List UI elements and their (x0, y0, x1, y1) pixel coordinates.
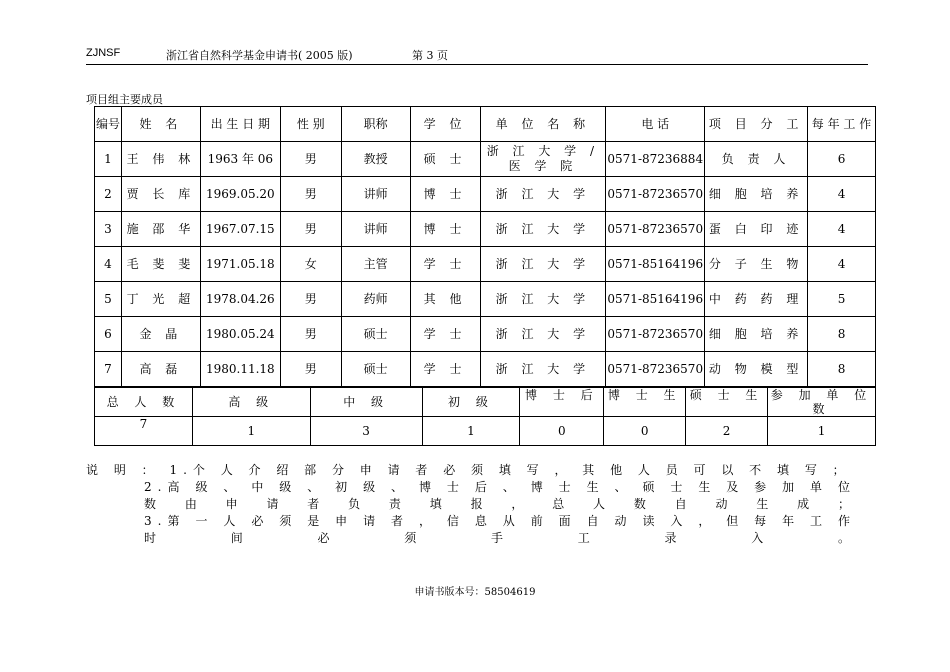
table-cell-6: 浙 江 大 学 (480, 247, 606, 282)
form-title: 浙江省自然科学基金申请书( 2005 版) (166, 49, 353, 62)
table-cell-9: 8 (808, 352, 876, 387)
table-cell-2: 1978.04.26 (200, 282, 280, 317)
summary-value-4: 0 (520, 417, 604, 446)
column-header-0: 编号 (95, 107, 122, 142)
table-cell-6: 浙 江 大 学 (480, 317, 606, 352)
column-header-5: 学 位 (410, 107, 480, 142)
table-cell-6: 浙 江 大 学 (480, 282, 606, 317)
column-header-6: 单 位 名 称 (480, 107, 606, 142)
table-cell-0: 1 (95, 142, 122, 177)
column-header-4: 职称 (341, 107, 410, 142)
table-cell-7: 0571-87236570 (606, 317, 705, 352)
table-cell-5: 学 士 (410, 317, 480, 352)
table-cell-8: 负 责 人 (705, 142, 808, 177)
note-1: 说 明 ： 1.个 人 介 绍 部 分 申 请 者 必 须 填 写 ， 其 他 人 员 可 以 不 填 写 ； (86, 463, 851, 477)
table-cell-1: 丁 光 超 (121, 282, 200, 317)
table-cell-7: 0571-87236884 (606, 142, 705, 177)
table-cell-0: 4 (95, 247, 122, 282)
table-cell-4: 讲师 (341, 177, 410, 212)
table-row (95, 352, 876, 387)
summary-header-4: 博 士 后 (520, 388, 604, 417)
table-cell-0: 2 (95, 177, 122, 212)
members-table (94, 106, 876, 387)
table-cell-9: 4 (808, 247, 876, 282)
column-header-1: 姓 名 (121, 107, 200, 142)
form-code: ZJNSF (86, 47, 121, 59)
table-row (95, 317, 876, 352)
table-cell-7: 0571-87236570 (606, 212, 705, 247)
table-cell-2: 1969.05.20 (200, 177, 280, 212)
table-row (95, 247, 876, 282)
table-cell-5: 学 士 (410, 247, 480, 282)
page-number: 第 3 页 (412, 49, 448, 62)
table-cell-5: 其 他 (410, 282, 480, 317)
table-cell-3: 女 (280, 247, 341, 282)
summary-value-3: 1 (422, 417, 520, 446)
table-cell-2: 1980.11.18 (200, 352, 280, 387)
table-cell-8: 蛋 白 印 迹 (705, 212, 808, 247)
table-cell-7: 0571-87236570 (606, 352, 705, 387)
column-header-9: 每 年 工 作 (808, 107, 876, 142)
table-cell-6: 浙 江 大 学 (480, 352, 606, 387)
table-cell-4: 教授 (341, 142, 410, 177)
table-cell-7: 0571-85164196 (606, 282, 705, 317)
table-cell-1: 高 磊 (121, 352, 200, 387)
table-cell-9: 6 (808, 142, 876, 177)
table-cell-0: 3 (95, 212, 122, 247)
table-cell-8: 中 药 药 理 (705, 282, 808, 317)
summary-header-3: 初 级 (422, 388, 520, 417)
table-cell-0: 5 (95, 282, 122, 317)
table-cell-9: 4 (808, 177, 876, 212)
table-cell-3: 男 (280, 317, 341, 352)
table-cell-5: 博 士 (410, 212, 480, 247)
section-title: 项目组主要成员 (86, 93, 163, 106)
summary-value-6: 2 (686, 417, 768, 446)
column-header-3: 性 别 (280, 107, 341, 142)
table-cell-1: 金 晶 (121, 317, 200, 352)
table-cell-4: 硕士 (341, 352, 410, 387)
summary-header-7: 参 加 单 位 数 (768, 388, 876, 417)
table-row (95, 282, 876, 317)
summary-value-7: 1 (768, 417, 876, 446)
table-cell-4: 硕士 (341, 317, 410, 352)
summary-value-5: 0 (604, 417, 686, 446)
version-footer: 申请书版本号：58504619 (414, 587, 536, 598)
table-cell-0: 6 (95, 317, 122, 352)
table-cell-9: 8 (808, 317, 876, 352)
column-header-8: 项 目 分 工 (705, 107, 808, 142)
table-cell-2: 1967.07.15 (200, 212, 280, 247)
table-cell-2: 1980.05.24 (200, 317, 280, 352)
table-cell-4: 讲师 (341, 212, 410, 247)
table-cell-7: 0571-87236570 (606, 177, 705, 212)
header-row (95, 107, 876, 142)
table-cell-5: 博 士 (410, 177, 480, 212)
table-cell-6: 浙 江 大 学 (480, 212, 606, 247)
table-cell-3: 男 (280, 352, 341, 387)
notes (86, 462, 856, 547)
table-cell-3: 男 (280, 212, 341, 247)
note-3: 3.第 一 人 必 须 是 申 请 者 ， 信 息 从 前 面 自 动 读 入 ， 但 每 年 工 作 时 间 必 须 手 工 录 入 。 (144, 514, 856, 545)
table-cell-3: 男 (280, 142, 341, 177)
table-cell-9: 5 (808, 282, 876, 317)
table-cell-2: 1963 年 06 (200, 142, 280, 177)
table-cell-9: 4 (808, 212, 876, 247)
table-cell-1: 贾 长 库 (121, 177, 200, 212)
table-row (95, 142, 876, 177)
column-header-2: 出 生 日 期 (200, 107, 280, 142)
table-cell-8: 分 子 生 物 (705, 247, 808, 282)
table-cell-3: 男 (280, 177, 341, 212)
summary-header-6: 硕 士 生 (686, 388, 768, 417)
table-cell-0: 7 (95, 352, 122, 387)
table-cell-8: 细 胞 培 养 (705, 177, 808, 212)
summary-header-1: 高 级 (192, 388, 310, 417)
summary-header-5: 博 士 生 (604, 388, 686, 417)
summary-value-1: 1 (192, 417, 310, 446)
table-cell-2: 1971.05.18 (200, 247, 280, 282)
column-header-7: 电 话 (606, 107, 705, 142)
table-cell-8: 动 物 模 型 (705, 352, 808, 387)
table-cell-1: 毛 斐 斐 (121, 247, 200, 282)
table-cell-6: 浙 江 大 学 / 医 学 院 (480, 142, 606, 177)
table-row (95, 177, 876, 212)
table-cell-1: 施 邵 华 (121, 212, 200, 247)
page-header (86, 46, 868, 65)
summary-value-2: 3 (310, 417, 422, 446)
table-cell-5: 学 士 (410, 352, 480, 387)
table-cell-4: 主管 (341, 247, 410, 282)
table-cell-8: 细 胞 培 养 (705, 317, 808, 352)
table-cell-5: 硕 士 (410, 142, 480, 177)
table-cell-3: 男 (280, 282, 341, 317)
table-cell-7: 0571-85164196 (606, 247, 705, 282)
table-cell-1: 王 伟 林 (121, 142, 200, 177)
summary-value-0: 7 (95, 417, 193, 446)
summary-header-2: 中 级 (310, 388, 422, 417)
table-cell-4: 药师 (341, 282, 410, 317)
summary-table (94, 387, 876, 446)
note-2: 2.高 级 、 中 级 、 初 级 、 博 士 后 、 博 士 生 、 硕 士 生 及 参 加 单 位 数 由 申 请 者 负 责 填 报 ， 总 人 数 自 动 生 成 ； (144, 480, 856, 511)
summary-header-0: 总 人 数 (95, 388, 193, 417)
table-cell-6: 浙 江 大 学 (480, 177, 606, 212)
table-row (95, 212, 876, 247)
